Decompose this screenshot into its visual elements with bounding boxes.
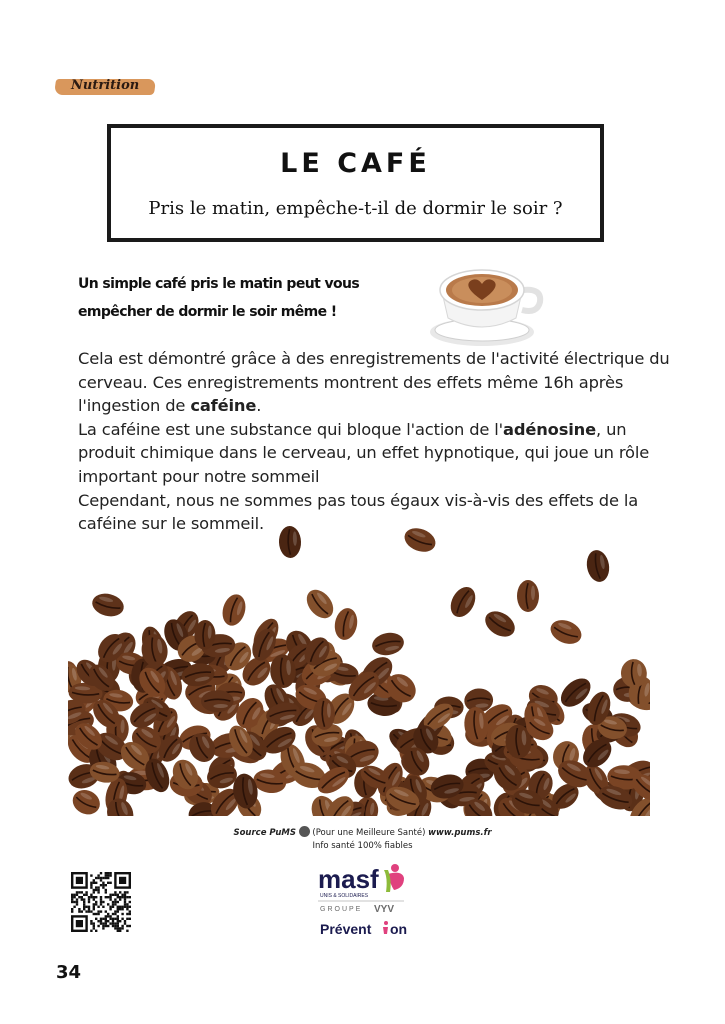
- body-text: [78, 347, 678, 536]
- coffee-cup-image: [428, 258, 550, 348]
- page-number: 34: [56, 962, 82, 983]
- pums-icon: [299, 826, 310, 837]
- logo-prevention-i-icon: [383, 921, 388, 934]
- source-line: [0, 826, 725, 838]
- masfip-logo: [312, 858, 416, 942]
- coffee-bean: [547, 616, 585, 648]
- logo-brand: masf: [318, 864, 379, 894]
- source-label: Source PuMS: [233, 828, 296, 838]
- logo-prevention-end: on: [390, 921, 408, 937]
- coffee-beans-image: [68, 520, 650, 816]
- coffee-bean: [90, 590, 126, 619]
- coffee-bean: [370, 630, 406, 658]
- qr-code[interactable]: [71, 872, 131, 932]
- logo-groupe: GROUPE: [320, 906, 363, 913]
- coffee-bean: [219, 592, 249, 629]
- logo-person-icon: [384, 864, 404, 892]
- keyword-adenosine: adénosine: [503, 419, 597, 439]
- intro-line-2: empêcher de dormir le soir même !: [78, 304, 337, 320]
- paragraph-3: Cependant, nous ne sommes pas tous égaux vis-à-vis des effets de la caféine sur le sommeil.: [78, 490, 639, 534]
- source-url[interactable]: www.pums.fr: [428, 828, 492, 838]
- coffee-bean: [446, 583, 480, 622]
- title-box: [107, 124, 604, 242]
- coffee-bean: [69, 785, 105, 816]
- logo-vyv: VYV: [374, 904, 395, 915]
- page-subtitle: Pris le matin, empêche-t-il de dormir le soir ?: [148, 198, 563, 219]
- source-middle: (Pour une Meilleure Santé): [312, 828, 426, 838]
- section-tag: [55, 77, 155, 97]
- source-line-2: Info santé 100% fiables: [312, 841, 413, 851]
- paragraph-2-text: La caféine est une substance qui bloque l'action de l': [78, 419, 503, 439]
- section-tag-label: Nutrition: [71, 78, 140, 93]
- coffee-bean: [517, 580, 539, 612]
- paragraph-1-text: Cela est démontré grâce à des enregistrements de l'activité électrique du cerveau. Ces enregistrements montrent des effets même 16h après l'ingestion de: [78, 349, 670, 416]
- paragraph-1: [78, 347, 678, 418]
- coffee-bean: [401, 524, 439, 556]
- coffee-bean: [301, 585, 338, 624]
- paragraph-1-end: .: [256, 396, 262, 416]
- coffee-bean: [584, 548, 611, 583]
- coffee-bean: [332, 606, 360, 642]
- paragraph-2: [78, 418, 678, 489]
- logo-prevention-start: Prévent: [320, 921, 372, 937]
- paragraph-2-end: , un produit chimique dans le cerveau, un effet hypnotique, qui joue un rôle important pour notre sommeil: [78, 419, 650, 486]
- page-title: LE CAFÉ: [280, 148, 431, 179]
- intro-text: [78, 270, 378, 326]
- coffee-bean: [481, 606, 520, 642]
- logo-tagline: UNIS & SOLIDAIRES: [320, 893, 369, 899]
- intro-line-1: Un simple café pris le matin peut vous: [78, 276, 360, 292]
- coffee-bean: [278, 526, 301, 559]
- keyword-cafeine: caféine: [190, 396, 257, 416]
